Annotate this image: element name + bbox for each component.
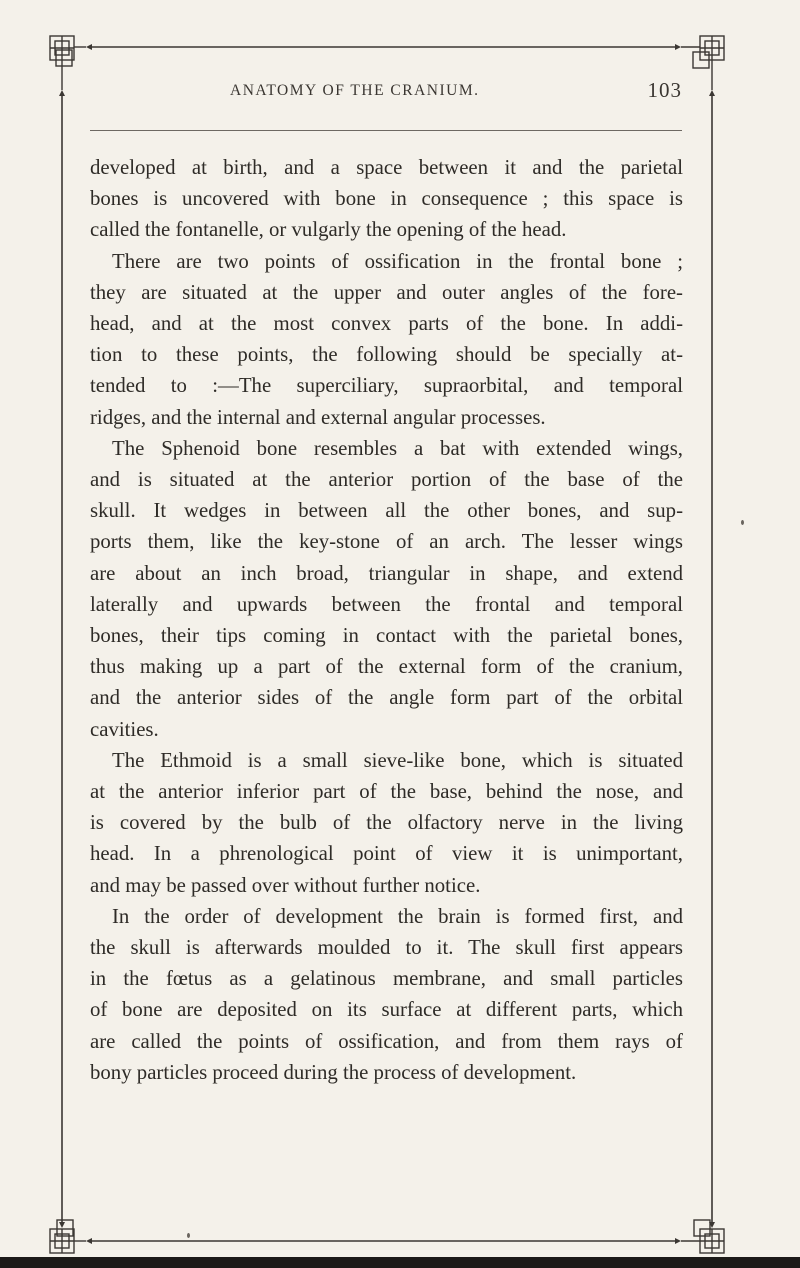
text-line: are called the points of ossification, and from them rays of (90, 1029, 683, 1053)
corner-ornament-bottom-right (681, 1220, 724, 1253)
text-line: bones, their tips coming in contact with the parietal bones, (90, 624, 683, 648)
text-line: the skull is afterwards moulded to it. The skull first appears (90, 936, 683, 960)
header-rule (90, 130, 682, 131)
text-line: ridges, and the internal and external angular processes. (90, 405, 546, 429)
text-line: tion to these points, the following should be specially at- (90, 343, 683, 367)
text-line: head, and at the most convex parts of the bone. In addi- (90, 312, 683, 336)
body-text (90, 152, 683, 1088)
text-line: head. In a phrenological point of view it is unimportant, (90, 842, 683, 866)
text-line: is covered by the bulb of the olfactory nerve in the living (90, 811, 683, 835)
corner-ornament-top-right (681, 36, 724, 90)
corner-ornament-bottom-left (50, 1220, 86, 1253)
text-line: are about an inch broad, triangular in shape, and extend (90, 561, 683, 585)
running-title: ANATOMY OF THE CRANIUM. (230, 82, 480, 99)
text-line: The Ethmoid is a small sieve-like bone, which is situated (112, 748, 683, 772)
text-line: The Sphenoid bone resembles a bat with extended wings, (112, 436, 683, 460)
text-line: and the anterior sides of the angle form part of the orbital (90, 686, 683, 710)
text-line: in the fœtus as a gelatinous membrane, and small particles (90, 967, 683, 991)
text-line: and is situated at the anterior portion of the base of the (90, 468, 683, 492)
text-line: bony particles proceed during the process of development. (90, 1060, 577, 1084)
text-line: bones is uncovered with bone in consequence ; this space is (90, 187, 683, 211)
text-line: There are two points of ossification in the frontal bone ; (112, 249, 683, 273)
paper-speck (187, 1233, 190, 1238)
paper-speck (741, 520, 744, 525)
text-line: and may be passed over without further notice. (90, 873, 481, 897)
corner-ornament-top-left (50, 36, 86, 90)
text-line: In the order of development the brain is formed first, and (112, 904, 683, 928)
text-line: they are situated at the upper and outer angles of the fore- (90, 280, 683, 304)
text-line: thus making up a part of the external form of the cranium, (90, 655, 683, 679)
text-line: called the fontanelle, or vulgarly the opening of the head. (90, 218, 567, 242)
text-line: cavities. (90, 717, 159, 741)
page-number: 103 (647, 78, 682, 102)
text-line: tended to :—The superciliary, supraorbital, and temporal (90, 374, 683, 398)
text-line: of bone are deposited on its surface at different parts, which (90, 998, 683, 1022)
text-line: developed at birth, and a space between it and the parietal (90, 156, 683, 179)
text-line: ports them, like the key-stone of an arch. The lesser wings (90, 530, 683, 554)
text-line: laterally and upwards between the frontal and temporal (90, 592, 683, 616)
running-head (90, 78, 682, 108)
text-line: skull. It wedges in between all the other bones, and sup- (90, 499, 683, 523)
scan-edge-bar (0, 1257, 800, 1268)
text-line: at the anterior inferior part of the base, behind the nose, and (90, 780, 683, 804)
